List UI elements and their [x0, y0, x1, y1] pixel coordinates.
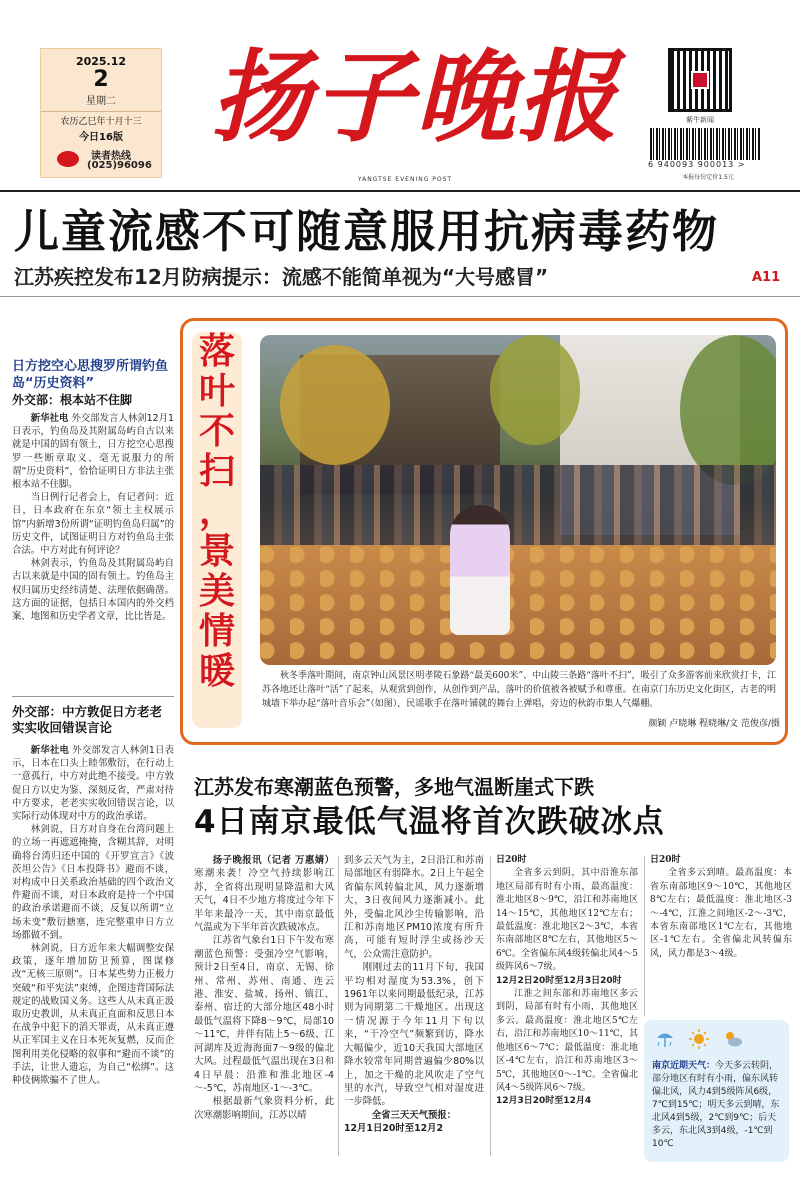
column-divider: [490, 856, 491, 1156]
weather-kicker: 江苏发布寒潮蓝色预警，多地气温断崖式下跌: [194, 775, 594, 799]
photo-tree: [280, 345, 390, 465]
lead-headline[interactable]: 儿童流感不可随意服用抗病毒药物: [14, 205, 720, 258]
newspaper-title: 扬子晚报: [211, 38, 619, 156]
photo-credit: 颜颖 卢晓琳 程晓琳/文 范俊彦/摄: [648, 719, 780, 729]
paragraph: 全省多云到晴。最高温度：本省东南部地区9～10℃，其他地区8℃左右；最低温度：淮北地区-3～-4℃，江淮之间地区-2～-3℃，本省东南部地区1℃左右，其他地区-1℃左右。全省偏北风转偏东风，风力都是3～4级。: [650, 868, 792, 959]
paragraph: 根据最新气象资料分析，此次寒潮影响期间，江苏以晴: [194, 1096, 334, 1121]
feature-photo[interactable]: [260, 335, 776, 665]
page-count: 今日16版: [79, 132, 123, 143]
paragraph: 到多云天气为主，2日沿江和苏南局部地区有弱降水。2日上午起全省偏东风转偏北风，风力逐渐增大，3日夜间风力逐渐减小。此外，受偏北风沙尘传输影响，沿江和苏南地区PM10浓度有所升高，可能有短时浮尘或扬沙天气，公众需注意防护。: [344, 855, 484, 960]
hotline-logo-icon: [57, 151, 79, 167]
lead-subhead: 江苏疾控发布12月防病提示：流感不能简单视为“大号感冒”: [14, 265, 549, 289]
lead-divider: [0, 296, 800, 297]
issue-day: 2: [93, 67, 109, 92]
title-char: 情: [198, 611, 235, 652]
issue-year-month: 2025.12: [75, 55, 127, 68]
photo-crowd: [260, 465, 776, 555]
left-story-2-body: [12, 744, 174, 1087]
title-char: 落: [198, 331, 235, 372]
forecast-period: 日20时: [650, 855, 681, 865]
lunar-date: 农历乙巳年十月十三: [41, 111, 161, 128]
dateline: 新华社电: [30, 413, 69, 424]
paragraph: 外交部发言人林剑12月1日表示，钓鱼岛及其附属岛屿自古以来就是中国的固有领土，日方挖空心思搜罗一些断章取义、毫无说服力的所谓“历史资料”，恰恰证明日方非法主张根本站不住脚。: [12, 413, 174, 491]
photo-fallen-leaves: [260, 545, 776, 665]
left-story-1-subtitle: 外交部：根本站不住脚: [12, 393, 133, 407]
paragraph: 林剑说，日方近年来大幅调整安保政策，逐年增加防卫预算，图谋修改“无核三原则”。日本某些势力正极力突破“和平宪法”束缚，企图违背国际法规定的战败国义务。这些人从未真正汲取历史教训，从未真正直面和反思日本在战争中犯下的滔天罪责，从未真正遵从正军国主义在日本死灰复燃，反而企图利用美化侵略的叙事和“避而不谈”的手法，让世人遗忘，为自己“松绑”。这种伎俩欺骗不了世人。: [12, 943, 174, 1087]
cloudy-icon: [722, 1028, 744, 1050]
paragraph: 当日例行记者会上，有记者问：近日，日本政府在东京“领土主权展示馆”内新增3份所谓“证明钓鱼岛归属”的历史文件，试图证明日方对钓鱼岛主张合法。中方对此有何评论？: [12, 492, 174, 557]
paragraph: 寒潮来袭！冷空气持续影响江苏，全省将出现明显降温和大风天气，4日不少地方将度过今年下半年来最冷一天，其中南京最低气温或为下半年首次跌破冰点。: [194, 868, 334, 934]
nanjing-weather-box: [644, 1020, 789, 1162]
issue-weekday: 星期二: [86, 96, 116, 107]
story-divider: [12, 696, 174, 697]
paragraph: 全省多云到阴，其中沿淮东部地区局部有时有小雨，最高温度：淮北地区8～9℃，沿江和苏南地区14～15℃，其他地区12℃左右；最低温度：淮北地区2～3℃，本省东南部地区8℃左右，其他地区5～6℃。全省偏东风4级转偏北风4～5级阵风6～7级。: [496, 868, 638, 973]
qr-code-icon[interactable]: [668, 48, 732, 112]
weather-col-1: [194, 854, 334, 1122]
title-char: 美: [198, 571, 235, 612]
paragraph: 林剑说，日方对自身在台湾问题上的立场一再遮遮掩掩，含糊其辞，对明确将台湾归还中国的《开罗宣言》《波茨坦公告》《日本投降书》避而不谈，对构成中日关系政治基础的四个政治文件避而不谈，对日本政府是持一个中国的政治承诺避而不谈，反复以所谓“立场未变”敷衍搪塞，连完整重申日方立场都做不到。: [12, 824, 174, 941]
weather-box-title: 南京近期天气：: [652, 1061, 716, 1071]
newspaper-title-en: YANGTSE EVENING POST: [357, 176, 453, 183]
title-char: ，: [198, 491, 235, 532]
page-reference[interactable]: A11: [752, 270, 781, 285]
hotline-label: 读者热线: [91, 151, 131, 162]
left-story-2-title[interactable]: 外交部：中方敦促日方老老实实收回错误言论: [12, 704, 163, 735]
weather-col-4: [650, 854, 792, 961]
weather-box-body: 今天多云转阴，部分地区有时有小雨，偏东风转偏北风，风力4到5级阵风6级，7℃到15℃；明天多云到晴，东北风4到5级，2℃到9℃；后天多云，东北风3到4级，-1℃到10℃: [652, 1061, 780, 1149]
weather-headline[interactable]: 4日南京最低气温将首次跌破冰点: [194, 804, 665, 840]
paragraph: 江苏省气象台1日下午发布寒潮蓝色预警：受强冷空气影响，预计2日至4日，南京、无锡、徐州、常州、苏州、南通、连云港、淮安、盐城、扬州、镇江、泰州、宿迁的大部分地区48小时最低气温将下降8～9℃，局部10～11℃，并伴有陆上5～6级、江河湖库及近海海面7～9级的偏北大风。过程最低气温出现在3日和4日早晨：沿淮和淮北地区-4～-5℃，苏南地区-1～-3℃。: [194, 935, 334, 1094]
photo-caption: 秋冬季落叶期间，南京钟山风景区明孝陵石象路“最美600米”、中山陵三条路“落叶不扫”，吸引了众多游客前来欣赏打卡，江苏各地还让落叶“活”了起来，从观赏到创作，从创作到产品，落叶的价值被各被赋予和尊重。在南京门东历史文化街区，古老的明城墙下举办起“落叶音乐会”（如图），民谣歌手在落叶铺就的舞台上弹唱，旁边的秋韵市集人气爆棚。: [262, 671, 776, 709]
title-char: 扫: [198, 451, 235, 492]
reader-hotline: [47, 147, 157, 175]
rain-icon: [654, 1028, 676, 1050]
sun-icon: [688, 1028, 710, 1050]
title-char: 景: [198, 531, 235, 572]
column-divider: [644, 856, 645, 1016]
forecast-period: 12月3日20时至12月4: [496, 1096, 592, 1107]
photo-girl: [450, 505, 510, 635]
paragraph: 外交部发言人林剑1日表示，日本在口头上睦邻敷衍，在行动上一意孤行，中方对此绝不接受。中方敦促日方以史为鉴、深刻反省，严肃对待中方要求，老老实实收回错误言论，以实际行动体现对中方的政治承诺。: [12, 745, 174, 823]
left-story-1-body: [12, 412, 174, 623]
qr-caption: 紫牛新闻: [686, 116, 714, 124]
title-char: 不: [198, 411, 235, 452]
paragraph: 林剑表示，钓鱼岛及其附属岛屿自古以来就是中国的固有领土。钓鱼岛主权归属历史经纬清楚、法理依据确凿。这方面的证据，包括日本国内的外交档案、地图和历史学者文章，比比皆是。: [12, 558, 174, 623]
weather-col-3: [496, 854, 638, 1109]
left-story-1: [12, 358, 174, 623]
barcode-icon: [650, 128, 760, 160]
hotline-number: (025)96096: [87, 160, 152, 171]
forecast-period: 日20时: [496, 855, 527, 865]
forecast-subhead: 全省三天天气预报：: [371, 1109, 457, 1121]
price-label: 本报每份定价1.5元: [682, 174, 734, 181]
masthead-divider: [0, 190, 800, 192]
column-divider: [338, 856, 339, 1156]
forecast-period: 12月2日20时至12月3日20时: [496, 975, 622, 986]
title-char: 叶: [198, 371, 235, 412]
photo-tree: [490, 335, 580, 445]
date-box: [40, 48, 162, 178]
byline: 扬子晚报讯（记者 万惠婧）: [212, 855, 334, 866]
forecast-period: 12月1日20时至12月2: [344, 1123, 444, 1135]
barcode-number: 6 940093 900013 >: [648, 160, 746, 169]
feature-vertical-title: [192, 332, 242, 728]
weather-icons: [654, 1028, 779, 1056]
dateline: 新华社电: [30, 745, 70, 756]
title-char: 暖: [198, 651, 235, 692]
left-story-2: [12, 704, 174, 1087]
nanjing-weather-text: [652, 1060, 782, 1151]
paragraph: 刚刚过去的11月下旬，我国平均相对湿度为53.3%，创下1961年以来同期最低纪录，江苏则为同期第二干燥地区。出现这一情况源于今年11月下旬以来，“干冷空气”频繁到访，降水大幅偏少，近10天我国大部地区降水较常年同期普遍偏少80%以上，加之干燥的北风吹走了空气里的水汽，导致空气相对湿度进一步降低。: [344, 962, 484, 1108]
paragraph: 江淮之间东部和苏南地区多云到阴，局部有时有小雨，其他地区多云。最高温度：淮北地区5℃左右，沿江和苏南地区10～11℃，其他地区6～7℃；最低温度：淮北地区-4℃左右，沿江和苏南地区3～5℃，其他地区0～-1℃。全省偏北风4～5级阵风6～7级。: [496, 989, 638, 1093]
left-story-1-title[interactable]: 日方挖空心思搜罗所谓钓鱼岛“历史资料”: [12, 359, 169, 391]
weather-col-2: [344, 854, 484, 1136]
